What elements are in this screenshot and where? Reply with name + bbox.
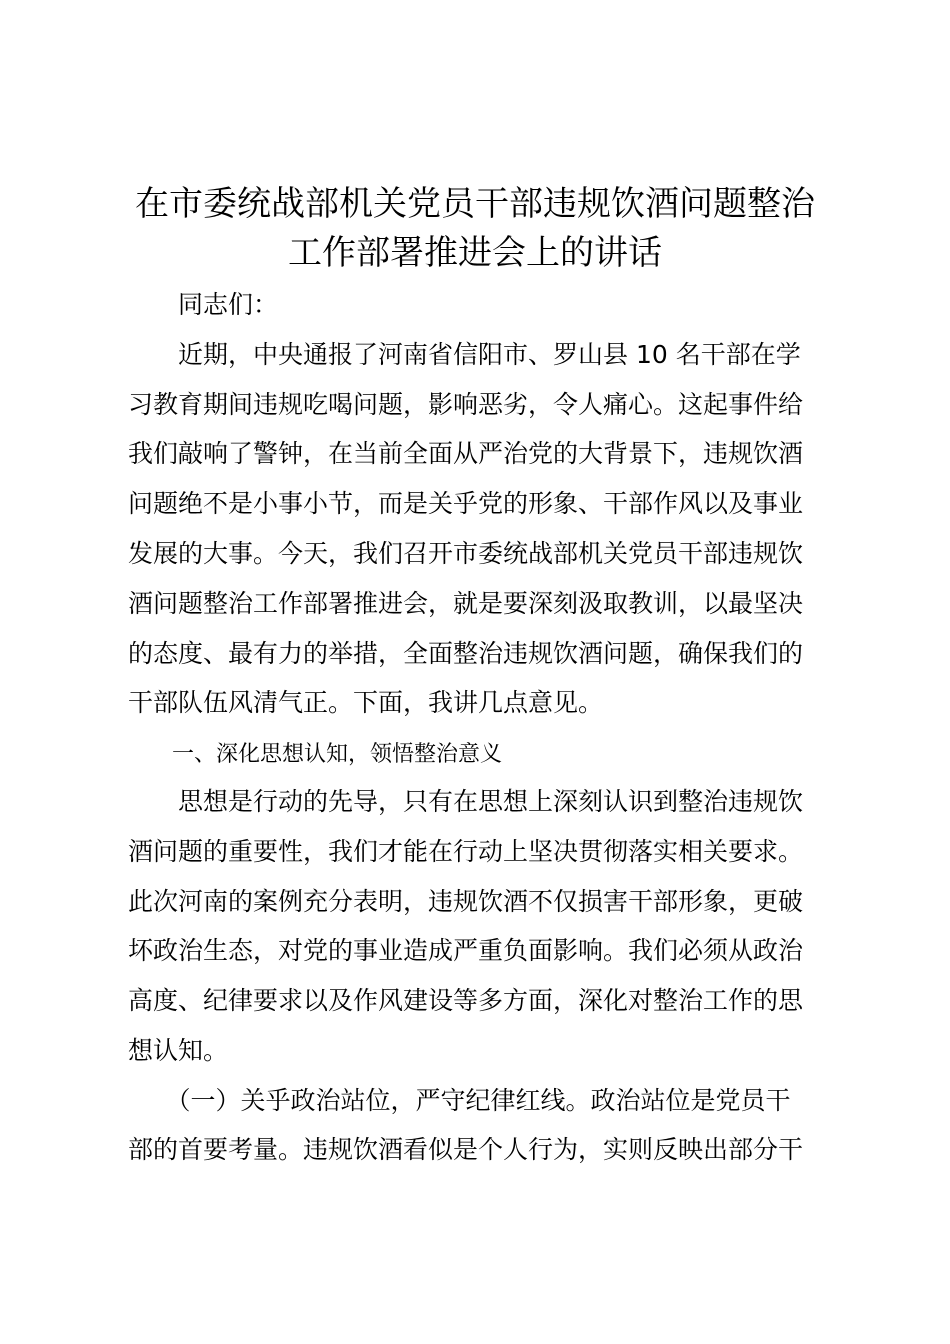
body-line: 我们敲响了警钟，在当前全面从严治党的大背景下，违规饮酒 — [128, 439, 804, 468]
body-line: 酒问题的重要性，我们才能在行动上坚决贯彻落实相关要求。 — [128, 837, 804, 866]
body-line: （一）关乎政治站位，严守纪律红线。政治站位是党员干 — [128, 1086, 791, 1115]
body-line: 坏政治生态，对党的事业造成严重负面影响。我们必须从政治 — [128, 936, 804, 965]
body-line: 部的首要考量。违规饮酒看似是个人行为，实则反映出部分干 — [128, 1135, 804, 1164]
body-line: 习教育期间违规吃喝问题，影响恶劣，令人痛心。这起事件给 — [128, 390, 804, 419]
section-heading: 一、深化思想认知，领悟整治意义 — [128, 742, 503, 767]
document-title-line-1: 在市委统战部机关党员干部违规饮酒问题整治 — [135, 184, 815, 224]
body-line: 发展的大事。今天，我们召开市委统战部机关党员干部违规饮 — [128, 539, 804, 568]
document-title-line-2: 工作部署推进会上的讲话 — [288, 233, 662, 273]
body-line: 酒问题整治工作部署推进会，就是要深刻汲取教训，以最坚决 — [128, 589, 804, 618]
body-line: 的态度、最有力的举措，全面整治违规饮酒问题，确保我们的 — [128, 639, 804, 668]
salutation: 同志们： — [128, 290, 279, 319]
body-line: 想认知。 — [128, 1036, 229, 1065]
body-line: 干部队伍风清气正。下面，我讲几点意见。 — [128, 688, 604, 717]
body-line: 高度、纪律要求以及作风建设等多方面，深化对整治工作的思 — [128, 986, 804, 1015]
body-line: 思想是行动的先导，只有在思想上深刻认识到整治违规饮 — [128, 787, 804, 816]
body-line: 此次河南的案例充分表明，违规饮酒不仅损害干部形象，更破 — [128, 887, 804, 916]
body-line: 近期，中央通报了河南省信阳市、罗山县 10 名干部在学 — [128, 340, 801, 369]
body-line: 问题绝不是小事小节，而是关乎党的形象、干部作风以及事业 — [128, 489, 804, 518]
